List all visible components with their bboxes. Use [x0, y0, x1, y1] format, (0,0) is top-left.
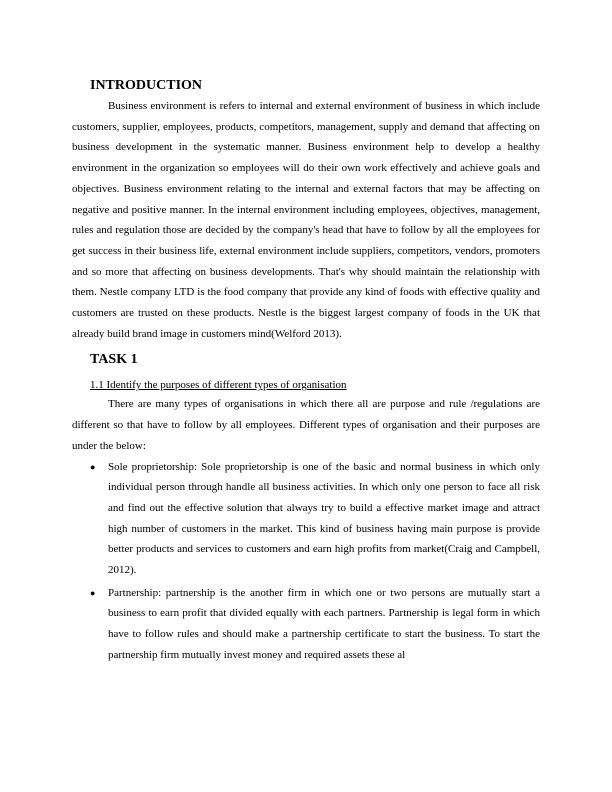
list-item-sole-proprietorship	[72, 457, 540, 581]
task1-subheading: 1.1 Identify the purposes of different types of organisation	[90, 379, 347, 392]
task1-paragraph: There are many types of organisations in which there all are purpose and rule /regulations are different so that have to follow by all employees. Different types of organisation and their purposes are under the below:	[72, 398, 540, 452]
bullet-icon: ●	[90, 587, 96, 598]
bullet-icon: ●	[90, 461, 96, 472]
list-item-text: Sole proprietorship: Sole proprietorship is one of the basic and normal business in which only individual person through handle all business activities. In which only one person to face all risk and find out the effective solution that always try to build a effective market image and attract high number of customers in the market. This kind of business having main purpose is provide better products and services to customers and earn high profits from market(Craig and Campbell, 2012).	[108, 460, 540, 577]
list-item-partnership	[72, 583, 540, 666]
page-content	[72, 76, 540, 668]
task1-heading: TASK 1	[90, 352, 138, 368]
organisation-types-list	[72, 457, 540, 666]
introduction-paragraph: Business environment is refers to internal and external environment of business in which include customers, supplier, employees, products, competitors, management, supply and demand that affecting on business development in the systematic manner. Business environment help to develop a healthy environment in the organization so employees will do their own work effectively and achieve goals and objectives. Business environment relating to the internal and external factors that may be affecting on negative and positive manner. In the internal environment including employees, objectives, management, rules and regulation those are decided by the company's head that have to follow by all the employees for get success in their business life, external environment include suppliers, competitors, vendors, promoters and so more that affecting on business developments. That's why should maintain the relationship with them. Nestle company LTD is the food company that provide any kind of foods with effective quality and customers are trusted on these products. Nestle is the biggest largest company of foods in the UK that already build brand image in customers mind(Welford 2013).	[72, 100, 540, 340]
list-item-text: Partnership: partnership is the another firm in which one or two persons are mutually start a business to earn profit that divided equally with each partners. Partnership is legal form in which have to follow rules and should make a partnership certificate to start the business. To start the partnership firm mutually invest money and required assets these al	[108, 586, 540, 661]
introduction-heading: INTRODUCTION	[90, 78, 203, 93]
